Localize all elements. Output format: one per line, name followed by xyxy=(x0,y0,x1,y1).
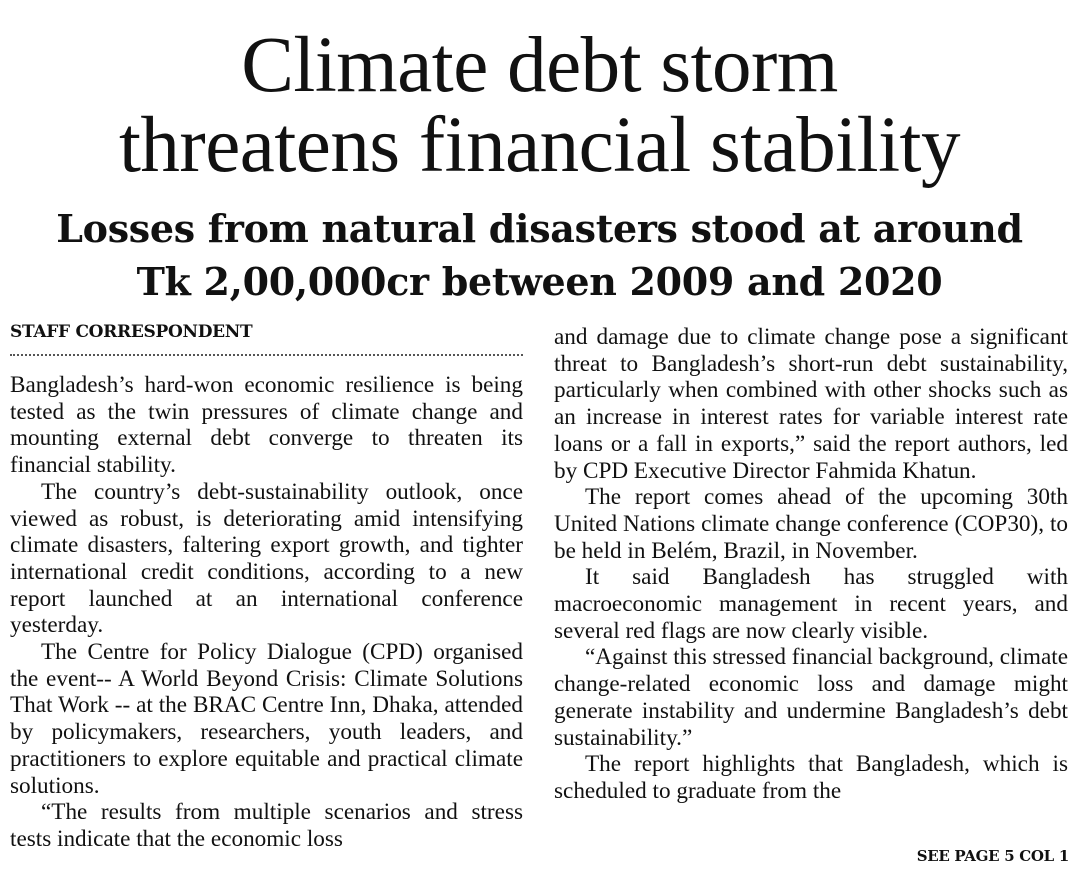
paragraph: “The results from multiple scenarios and stress tests indicate that the economic loss xyxy=(10,799,523,852)
subheadline xyxy=(0,202,1079,308)
byline: STAFF CORRESPONDENT xyxy=(10,322,253,342)
paragraph: The report comes ahead of the upcoming 30th United Nations climate change conference (COP30), to be held in Belém, Brazil, in November. xyxy=(554,484,1068,564)
article-column-right xyxy=(554,324,1068,805)
paragraph: and damage due to climate change pose a significant threat to Bangladesh’s short-run debt sustainability, particularly when combined with other shocks such as an increase in interest rates for variable interest rate loans or a fall in exports,” said the report authors, led by CPD Executive Director Fahmida Khatun. xyxy=(554,324,1068,484)
headline xyxy=(0,22,1079,189)
paragraph: “Against this stressed financial background, climate change-related economic loss and damage might generate instability and undermine Bangladesh’s debt sustainability.” xyxy=(554,644,1068,751)
paragraph: The Centre for Policy Dialogue (CPD) organised the event-- A World Beyond Crisis: Climate Solutions That Work -- at the BRAC Centre Inn, Dhaka, attended by policymakers, researchers, youth leaders, and practitioners to explore equitable and practical climate solutions. xyxy=(10,639,523,799)
headline-line-1: Climate debt storm xyxy=(241,22,838,109)
subheadline-line-1: Losses from natural disasters stood at around xyxy=(56,206,1023,251)
continuation-jump-line: SEE PAGE 5 COL 1 xyxy=(916,847,1069,865)
paragraph: The report highlights that Bangladesh, which is scheduled to graduate from the xyxy=(554,751,1068,804)
paragraph: The country’s debt-sustainability outlook, once viewed as robust, is deteriorating amid intensifying climate disasters, faltering export growth, and tighter international credit conditions, according to a new report launched at an international conference yesterday. xyxy=(10,478,523,639)
byline-divider xyxy=(10,354,523,356)
paragraph: It said Bangladesh has struggled with macroeconomic management in recent years, and several red flags are now clearly visible. xyxy=(554,564,1068,644)
paragraph: Bangladesh’s hard-won economic resilience is being tested as the twin pressures of climate change and mounting external debt converge to threaten its financial stability. xyxy=(10,372,523,479)
subheadline-line-2: Tk 2,00,000cr between 2009 and 2020 xyxy=(136,259,943,304)
headline-line-2: threatens financial stability xyxy=(118,102,961,189)
article-column-left xyxy=(10,372,523,853)
